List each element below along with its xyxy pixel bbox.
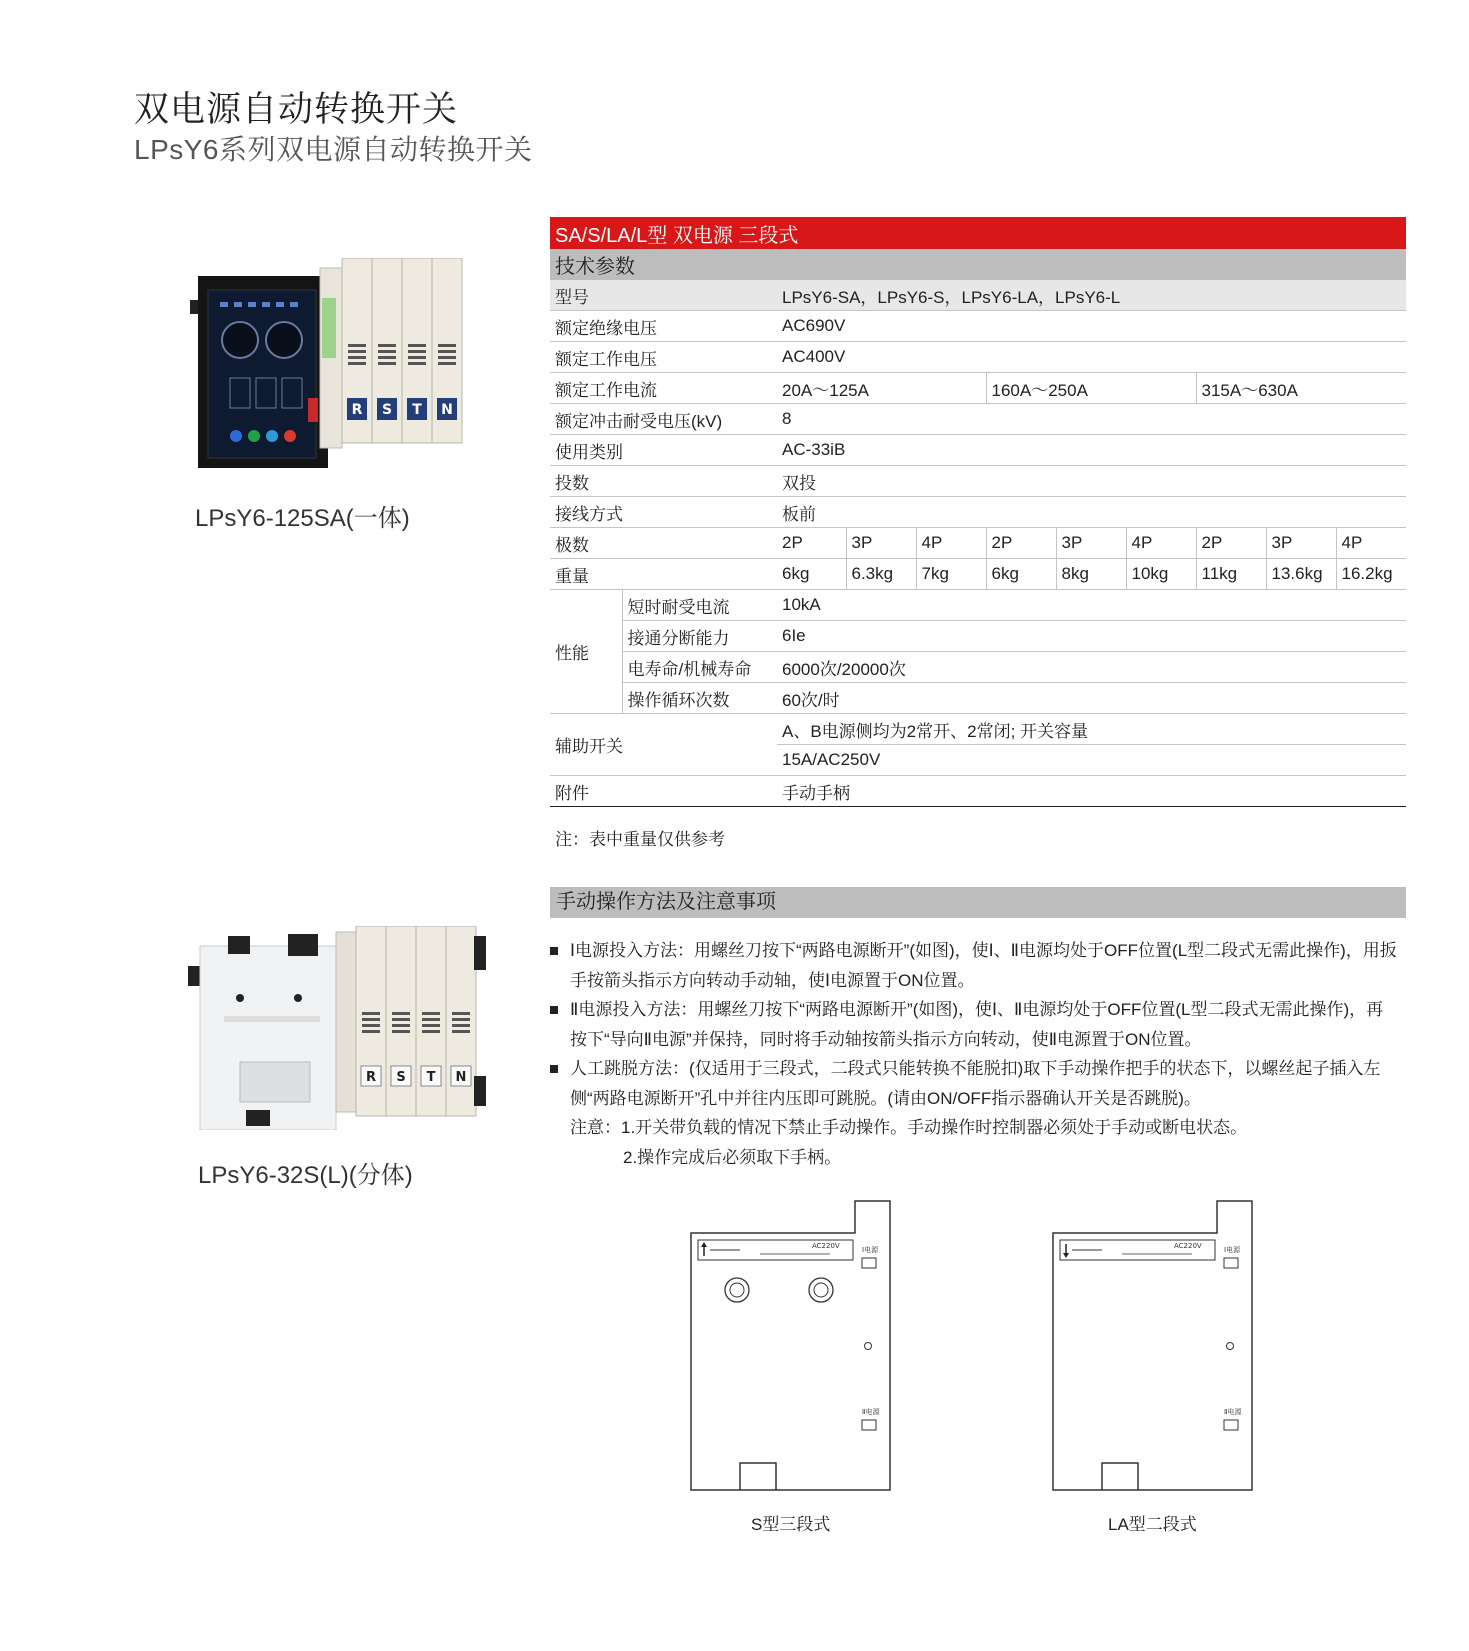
diagram-caption-s: S型三段式 [751,1515,831,1534]
manual-instructions [550,936,1400,1172]
spec-value: 双投 [777,466,1406,497]
spec-value: 2P [777,528,846,559]
spec-label: 接线方式 [550,497,777,528]
spec-value: 8kg [1056,559,1126,590]
manual-item [550,1054,1400,1113]
product-photo-32s [188,926,488,1130]
diagram-caption-la: LA型二段式 [1108,1515,1197,1534]
manual-warning-1: 注意：1.开关带负载的情况下禁止手动操作。手动操作时控制器必须处于手动或断电状态。 [570,1118,1248,1137]
diagram-source-1: Ⅰ电源 [862,1246,879,1254]
spec-row-perf-3 [550,652,1406,683]
spec-row-perf-4 [550,683,1406,714]
spec-row-working-current [550,373,1406,404]
spec-row-impulse-voltage [550,404,1406,435]
spec-row-insulation-voltage [550,311,1406,342]
spec-row-model [550,280,1406,311]
spec-row-perf-2 [550,621,1406,652]
manual-item-text: 人工跳脱方法：(仅适用于三段式，二段式只能转换不能脱扣)取下手动操作把手的状态下，以螺丝起子插入左侧“两路电源断开”孔中并往内压即可跳脱。(请由ON/OFF指示器确认开关是否跳脱)。 [570,1059,1381,1108]
phase-label-n: N [455,1070,467,1085]
spec-table [550,217,1406,807]
spec-table-container [550,217,1406,807]
spec-label: 电寿命/机械寿命 [622,652,777,683]
spec-row-wiring [550,497,1406,528]
spec-band-row [550,217,1406,249]
phase-label-s: S [381,402,393,418]
spec-note: 注：表中重量仅供参考 [555,830,725,849]
manual-item [550,995,1400,1054]
manual-item-text: Ⅱ电源投入方法：用螺丝刀按下“两路电源断开”(如图)，使Ⅰ、Ⅱ电源均处于OFF位置(L型二段式无需此操作)，再按下“导向Ⅱ电源”并保持，同时将手动轴按箭头指示方向转动，使Ⅱ电源置于ON位置。 [570,1000,1384,1049]
spec-label: 辅助开关 [550,714,777,776]
spec-value: A、B电源侧均为2常开、2常闭; 开关容量 [777,714,1406,745]
spec-value: AC-33iB [777,435,1406,466]
spec-row-perf-1 [550,590,1406,621]
spec-row-aux-1 [550,714,1406,745]
phase-label-r: R [351,402,363,418]
spec-row-category [550,435,1406,466]
spec-label: 附件 [550,776,777,807]
page-subtitle: LPsY6系列双电源自动转换开关 [134,134,533,165]
spec-value: 6000次/20000次 [777,652,1406,683]
spec-band-title: SA/S/LA/L型 双电源 三段式 [550,217,1406,249]
spec-label: 重量 [550,559,777,590]
spec-value: 7kg [916,559,986,590]
manual-warning-2: 2.操作完成后必须取下手柄。 [623,1147,842,1167]
spec-value: 3P [846,528,916,559]
manual-item-text: Ⅰ电源投入方法：用螺丝刀按下“两路电源断开”(如图)，使Ⅰ、Ⅱ电源均处于OFF位置(L型二段式无需此操作)，用扳手按箭头指示方向转动手动轴，使Ⅰ电源置于ON位置。 [570,941,1397,990]
spec-value: 3P [1266,528,1336,559]
spec-section-title: 技术参数 [550,249,1406,280]
spec-value: 11kg [1196,559,1266,590]
bullet-icon [550,947,558,955]
phase-label-t: T [426,1070,436,1085]
diagram-voltage: AC220V [1174,1242,1202,1250]
spec-value: 6.3kg [846,559,916,590]
spec-label: 短时耐受电流 [622,590,777,621]
spec-row-accessory [550,776,1406,807]
product-caption-125sa: LPsY6-125SA(一体) [195,505,410,532]
spec-row-poles [550,528,1406,559]
spec-value: 板前 [777,497,1406,528]
spec-value: 60次/时 [777,683,1406,714]
spec-value: 8 [777,404,1406,435]
manual-section-header [550,887,1406,918]
page-title: 双电源自动转换开关 [134,90,459,129]
spec-label: 额定绝缘电压 [550,311,777,342]
spec-value: 20A～125A [777,373,986,404]
spec-label: 投数 [550,466,777,497]
spec-value: 6kg [777,559,846,590]
spec-label: 操作循环次数 [622,683,777,714]
bullet-icon [550,1006,558,1014]
product-photo-125sa [190,258,470,468]
spec-value: 315A～630A [1196,373,1406,404]
spec-label: 极数 [550,528,777,559]
diagram-s-type [690,1200,895,1492]
spec-value: 2P [1196,528,1266,559]
diagram-source-1: Ⅰ电源 [1224,1246,1241,1254]
spec-value: 4P [1126,528,1196,559]
phase-label-r: R [365,1070,377,1085]
product-caption-32s: LPsY6-32S(L)(分体) [198,1162,413,1189]
diagram-la-type [1052,1200,1257,1492]
spec-label: 额定工作电压 [550,342,777,373]
spec-label: 使用类别 [550,435,777,466]
spec-value: 15A/AC250V [777,745,1406,776]
diagram-source-2: Ⅱ电源 [862,1408,880,1416]
spec-label-performance: 性能 [550,590,622,714]
spec-value: 6Ie [777,621,1406,652]
spec-label: 额定冲击耐受电压(kV) [550,404,777,435]
phase-label-n: N [441,402,453,418]
spec-row-throw [550,466,1406,497]
diagram-voltage: AC220V [812,1242,840,1250]
spec-value: 4P [916,528,986,559]
spec-value: AC400V [777,342,1406,373]
spec-value: 16.2kg [1336,559,1406,590]
spec-section-row [550,249,1406,280]
manual-section-title: 手动操作方法及注意事项 [556,891,776,913]
spec-label: 额定工作电流 [550,373,777,404]
spec-label: 型号 [550,280,777,311]
spec-label: 接通分断能力 [622,621,777,652]
spec-row-weight [550,559,1406,590]
diagram-source-2: Ⅱ电源 [1224,1408,1242,1416]
phase-label-s: S [396,1070,406,1085]
spec-value: 160A～250A [986,373,1196,404]
phase-label-t: T [412,402,422,418]
bullet-icon [550,1065,558,1073]
spec-value: 10kg [1126,559,1196,590]
spec-value: 2P [986,528,1056,559]
spec-row-working-voltage [550,342,1406,373]
spec-value: 13.6kg [1266,559,1336,590]
manual-item [550,936,1400,995]
spec-value: 6kg [986,559,1056,590]
spec-value: 4P [1336,528,1406,559]
spec-value: AC690V [777,311,1406,342]
spec-value: 10kA [777,590,1406,621]
spec-value: LPsY6-SA，LPsY6-S，LPsY6-LA，LPsY6-L [777,280,1406,311]
spec-value: 手动手柄 [777,776,1406,807]
spec-value: 3P [1056,528,1126,559]
